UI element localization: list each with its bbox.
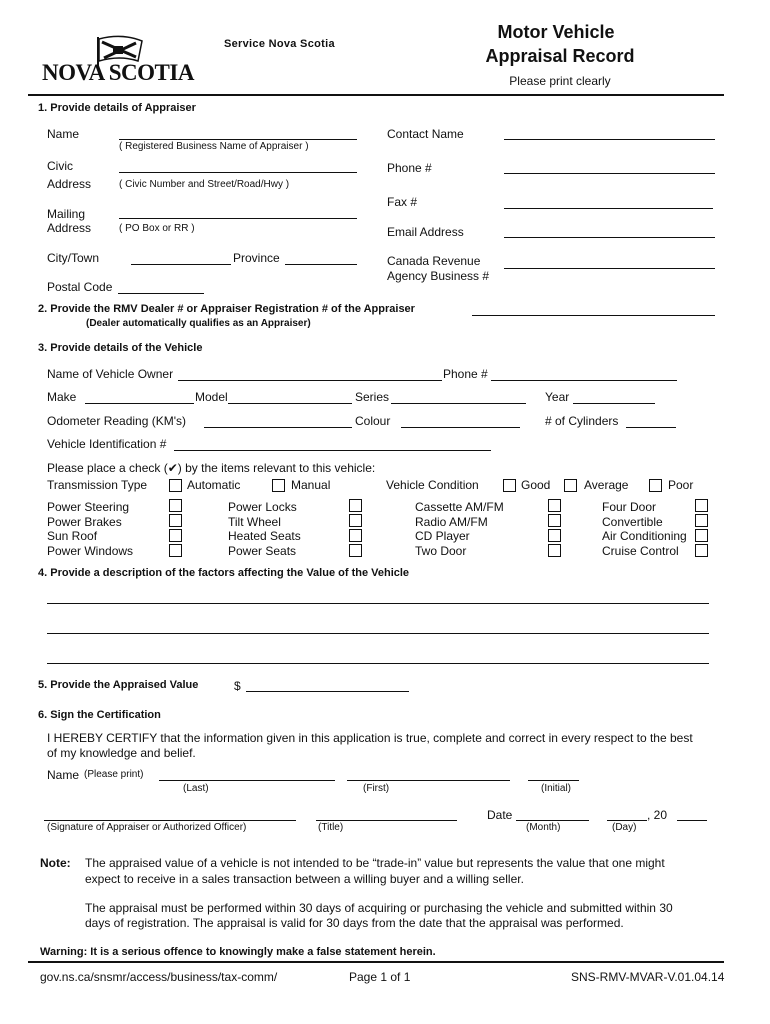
good-checkbox[interactable] — [503, 479, 516, 492]
cra-label-line1: Canada Revenue — [387, 254, 481, 268]
phone-label: Phone # — [387, 161, 432, 175]
option-air-conditioning-label: Air Conditioning — [602, 529, 687, 543]
postal-code-input[interactable] — [118, 279, 204, 294]
phone-input[interactable] — [504, 159, 715, 174]
validity-text-line2: days of registration. The appraisal is valid for 30 days from the date that the appraisal was performed. — [85, 916, 624, 930]
vin-label: Vehicle Identification # — [47, 437, 167, 451]
header-divider — [28, 94, 724, 96]
automatic-label: Automatic — [187, 478, 241, 492]
email-input[interactable] — [504, 223, 715, 238]
option-power-windows-label: Power Windows — [47, 544, 134, 558]
note-label: Note: — [40, 856, 71, 870]
logo-wordmark: NOVA SCOTIA — [42, 60, 194, 85]
odometer-input[interactable] — [204, 413, 352, 428]
form-subtitle: Please print clearly — [509, 74, 611, 88]
footer-url: gov.ns.ca/snsmr/access/business/tax-comm/ — [40, 970, 278, 984]
date-label: Date — [487, 808, 513, 822]
transmission-label: Transmission Type — [47, 478, 148, 492]
contact-name-label: Contact Name — [387, 127, 464, 141]
date-month-input[interactable] — [516, 806, 589, 821]
power-steering-checkbox[interactable] — [169, 499, 182, 512]
year-label: Year — [545, 390, 570, 404]
appraised-value-input[interactable] — [246, 677, 409, 692]
mailing-address-input[interactable] — [119, 204, 357, 219]
manual-checkbox[interactable] — [272, 479, 285, 492]
date-year-prefix: , 20 — [647, 808, 668, 822]
cassette-checkbox[interactable] — [548, 499, 561, 512]
option-sun-roof-label: Sun Roof — [47, 529, 98, 543]
poor-label: Poor — [668, 478, 694, 492]
automatic-checkbox[interactable] — [169, 479, 182, 492]
power-seats-checkbox[interactable] — [349, 544, 362, 557]
mailing-hint: ( PO Box or RR ) — [119, 223, 195, 234]
sun-roof-checkbox[interactable] — [169, 529, 182, 542]
certify-text-line2: of my knowledge and belief. — [47, 746, 196, 760]
option-heated-seats-label: Heated Seats — [228, 529, 301, 543]
province-input[interactable] — [285, 250, 357, 265]
certify-text-line1: I HEREBY CERTIFY that the information given in this application is true, complete and correct in every respect to the best — [47, 731, 693, 745]
owner-name-label: Name of Vehicle Owner — [47, 367, 174, 381]
date-year-input[interactable] — [677, 806, 707, 821]
owner-phone-label: Phone # — [443, 367, 488, 381]
year-input[interactable] — [573, 389, 655, 404]
city-input[interactable] — [131, 250, 231, 265]
radio-checkbox[interactable] — [548, 514, 561, 527]
section4-heading: 4. Provide a description of the factors affecting the Value of the Vehicle — [38, 567, 410, 579]
model-input[interactable] — [228, 389, 352, 404]
name-label: Name — [47, 127, 80, 141]
cd-player-checkbox[interactable] — [548, 529, 561, 542]
agency-name: Service Nova Scotia — [224, 38, 335, 50]
option-power-brakes-label: Power Brakes — [47, 515, 122, 529]
section6-heading: 6. Sign the Certification — [38, 709, 161, 721]
initial-input[interactable] — [528, 766, 579, 781]
cylinders-label: # of Cylinders — [545, 414, 619, 428]
option-tilt-wheel-label: Tilt Wheel — [228, 515, 281, 529]
cylinders-input[interactable] — [626, 413, 676, 428]
cruise-control-checkbox[interactable] — [695, 544, 708, 557]
make-label: Make — [47, 390, 77, 404]
option-power-steering-label: Power Steering — [47, 500, 130, 514]
section5-heading: 5. Provide the Appraised Value — [38, 679, 199, 691]
name-hint: ( Registered Business Name of Appraiser ) — [119, 141, 309, 152]
average-label: Average — [584, 478, 629, 492]
poor-checkbox[interactable] — [649, 479, 662, 492]
owner-phone-input[interactable] — [491, 366, 677, 381]
air-conditioning-checkbox[interactable] — [695, 529, 708, 542]
note-text-line2: expect to receive in a sales transaction between a willing buyer and a willing seller. — [85, 872, 524, 886]
currency-symbol: $ — [234, 679, 241, 693]
page-number: Page 1 of 1 — [349, 970, 411, 984]
province-label: Province — [233, 251, 280, 265]
option-cd-player-label: CD Player — [415, 529, 470, 543]
initial-caption: (Initial) — [541, 783, 572, 794]
mailing-label: Mailing — [47, 207, 86, 221]
option-four-door-label: Four Door — [602, 500, 657, 514]
last-name-input[interactable] — [159, 766, 335, 781]
tilt-wheel-checkbox[interactable] — [349, 514, 362, 527]
form-code: SNS-RMV-MVAR-V.01.04.14 — [571, 970, 725, 984]
odometer-label: Odometer Reading (KM's) — [47, 414, 187, 428]
signature-input[interactable] — [44, 806, 296, 821]
month-caption: (Month) — [526, 822, 561, 833]
option-radio-label: Radio AM/FM — [415, 515, 488, 529]
date-day-input[interactable] — [607, 806, 647, 821]
footer-divider — [28, 961, 724, 963]
note-text-line1: The appraised value of a vehicle is not intended to be “trade-in” value but represents the value that one might — [85, 856, 665, 870]
power-brakes-checkbox[interactable] — [169, 514, 182, 527]
appraiser-name-input[interactable] — [119, 125, 357, 140]
validity-text-line1: The appraisal must be performed within 30 days of acquiring or purchasing the vehicle and submitted within 30 — [85, 901, 673, 915]
first-name-caption: (First) — [363, 783, 390, 794]
value-factors-line3[interactable] — [47, 649, 709, 664]
value-factors-line1[interactable] — [47, 589, 709, 604]
section1-heading: 1. Provide details of Appraiser — [38, 102, 196, 114]
colour-label: Colour — [355, 414, 391, 428]
section3-heading: 3. Provide details of the Vehicle — [38, 342, 203, 354]
check-instruction: Please place a check (✔) by the items relevant to this vehicle: — [47, 461, 376, 475]
average-checkbox[interactable] — [564, 479, 577, 492]
cert-name-label: Name — [47, 768, 80, 782]
form-title-line1: Motor Vehicle — [497, 22, 615, 42]
section2-heading: 2. Provide the RMV Dealer # or Appraiser Registration # of the Appraiser — [38, 303, 415, 315]
power-windows-checkbox[interactable] — [169, 544, 182, 557]
signature-caption: (Signature of Appraiser or Authorized Officer) — [47, 822, 247, 833]
option-power-locks-label: Power Locks — [228, 500, 297, 514]
option-cassette-label: Cassette AM/FM — [415, 500, 504, 514]
manual-label: Manual — [291, 478, 331, 492]
power-locks-checkbox[interactable] — [349, 499, 362, 512]
cert-name-hint: (Please print) — [84, 769, 144, 780]
postal-code-label: Postal Code — [47, 280, 113, 294]
option-convertible-label: Convertible — [602, 515, 663, 529]
warning-text: Warning: It is a serious offence to knowingly make a false statement herein. — [40, 946, 436, 958]
form-title-line2: Appraisal Record — [485, 46, 635, 66]
colour-input[interactable] — [401, 413, 520, 428]
owner-name-input[interactable] — [178, 366, 442, 381]
four-door-checkbox[interactable] — [695, 499, 708, 512]
civic-label: Civic — [47, 159, 73, 173]
convertible-checkbox[interactable] — [695, 514, 708, 527]
option-power-seats-label: Power Seats — [228, 544, 297, 558]
cra-label-line2: Agency Business # — [387, 269, 490, 283]
civic-hint: ( Civic Number and Street/Road/Hwy ) — [119, 179, 290, 190]
two-door-checkbox[interactable] — [548, 544, 561, 557]
fax-input[interactable] — [504, 194, 713, 209]
model-label: Model — [195, 390, 228, 404]
make-input[interactable] — [85, 389, 194, 404]
heated-seats-checkbox[interactable] — [349, 529, 362, 542]
address-label: Address — [47, 177, 92, 191]
first-name-input[interactable] — [347, 766, 510, 781]
condition-label: Vehicle Condition — [386, 478, 479, 492]
cra-business-number-input[interactable] — [504, 254, 715, 269]
dealer-registration-input[interactable] — [472, 301, 715, 316]
title-input[interactable] — [316, 806, 457, 821]
vin-input[interactable] — [174, 436, 491, 451]
day-caption: (Day) — [612, 822, 637, 833]
title-caption: (Title) — [318, 822, 344, 833]
civic-address-input[interactable] — [119, 158, 357, 173]
section2-note: (Dealer automatically qualifies as an Appraiser) — [86, 318, 311, 329]
series-label: Series — [355, 390, 390, 404]
contact-name-input[interactable] — [504, 125, 715, 140]
option-two-door-label: Two Door — [415, 544, 467, 558]
series-input[interactable] — [391, 389, 526, 404]
mailing-address-label: Address — [47, 221, 92, 235]
email-label: Email Address — [387, 225, 464, 239]
last-name-caption: (Last) — [183, 783, 209, 794]
fax-label: Fax # — [387, 195, 418, 209]
option-cruise-control-label: Cruise Control — [602, 544, 679, 558]
value-factors-line2[interactable] — [47, 619, 709, 634]
city-label: City/Town — [47, 251, 100, 265]
good-label: Good — [521, 478, 551, 492]
